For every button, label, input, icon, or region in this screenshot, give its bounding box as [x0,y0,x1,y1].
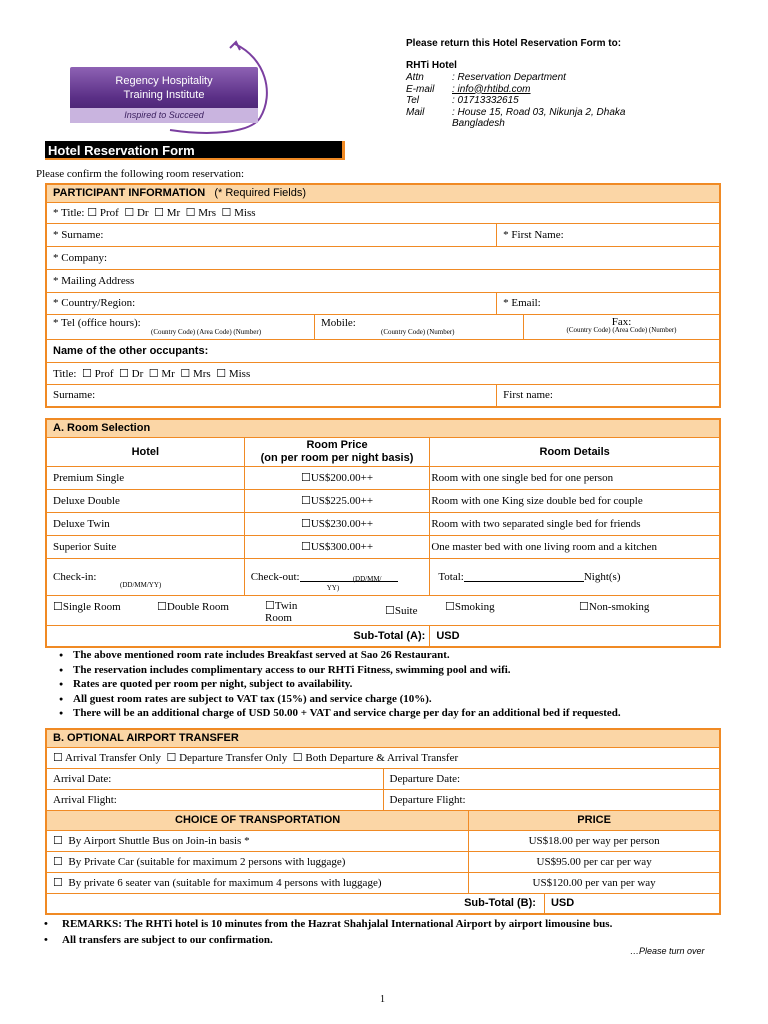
non-smoking-checkbox[interactable]: ☐ Non-smoking [579,600,649,613]
others-mrs-checkbox[interactable]: ☐ Mrs [180,368,210,380]
others-surname-field[interactable]: Surname: [46,384,497,407]
col-details: Room Details [430,437,720,466]
subtotal-a-field[interactable]: USD [430,625,720,647]
others-mr-checkbox[interactable]: ☐ Mr [149,368,175,380]
first-name-field[interactable]: * First Name: [497,223,720,246]
transfer-option[interactable]: ☐ By Private Car (suitable for maximum 2 persons with luggage) [46,851,469,872]
title-dr-checkbox[interactable]: ☐ Dr [124,207,148,219]
double-room-checkbox[interactable]: ☐ Double Room [157,600,229,613]
others-miss-checkbox[interactable]: ☐ Miss [216,368,250,380]
list-item: ● Rates are quoted per room per night, subject to availability. [45,677,745,692]
col-choice: CHOICE OF TRANSPORTATION [46,810,469,830]
departure-flight-field[interactable]: Departure Flight: [383,789,720,810]
suite-checkbox[interactable]: ☐ Suite [385,604,418,617]
room-price-option[interactable]: ☐ US$230.00++ [244,512,430,535]
transfer-table [45,728,721,915]
mailing-address-field[interactable]: * Mailing Address [46,269,720,292]
departure-date-field[interactable]: Departure Date: [383,768,720,789]
col-hotel: Hotel [46,437,244,466]
others-first-name-field[interactable]: First name: [497,384,720,407]
list-item: ● There will be an additional charge of USD 50.00 + VAT and service charge per day for an additional bed if requested. [45,706,745,721]
participant-table [45,183,721,408]
arrival-only-checkbox[interactable]: ☐ Arrival Transfer Only [53,752,161,764]
room-heading: A. Room Selection [46,419,720,437]
others-dr-checkbox[interactable]: ☐ Dr [119,368,143,380]
list-item: • All transfers are subject to our confirmation. [40,932,760,948]
company-field[interactable]: * Company: [46,246,720,269]
logo-line-2: Training Institute [123,89,205,101]
other-occupants-heading: Name of the other occupants: [46,339,720,362]
logo-tagline: Inspired to Succeed [70,108,258,123]
col-price: Room Price (on per room per night basis) [244,437,430,466]
room-price-option[interactable]: ☐ US$200.00++ [244,466,430,489]
list-item: ● The reservation includes complimentary access to our RHTi Fitness, swimming pool and wifi. [45,663,745,678]
transfer-options-row [46,747,720,768]
title-miss-checkbox[interactable]: ☐ Miss [222,207,256,219]
total-nights-field[interactable]: Total: Night(s) [430,558,720,595]
room-name: Deluxe Double [46,489,244,512]
email-field[interactable]: * Email: [497,292,720,314]
arrival-flight-field[interactable]: Arrival Flight: [46,789,383,810]
list-item: ● All guest room rates are subject to VAT tax (15%) and service charge (10%). [45,692,745,707]
logo-line-1: Regency Hospitality [115,75,213,87]
email-link[interactable]: : info@rhtibd.com [452,83,531,95]
turn-over-note: …Please turn over [630,946,705,956]
title-mr-checkbox[interactable]: ☐ Mr [154,207,180,219]
transfer-price: US$18.00 per way per person [469,830,720,851]
page-number: 1 [380,994,385,1005]
transfer-option[interactable]: ☐ By Airport Shuttle Bus on Join-in basis * [46,830,469,851]
title-mrs-checkbox[interactable]: ☐ Mrs [186,207,216,219]
room-notes [45,648,745,721]
subtotal-a-label: Sub-Total (A): [46,625,430,647]
title-row: * Title: ☐ Prof ☐ Dr ☐ Mr ☐ Mrs ☐ Miss [46,202,720,223]
room-details: Room with one single bed for one person [430,466,720,489]
single-room-checkbox[interactable]: ☐ Single Room [53,600,121,613]
checkout-field[interactable]: Check-out: (DD/MM/ YY) [244,558,430,595]
departure-only-checkbox[interactable]: ☐ Departure Transfer Only [166,752,287,764]
participant-heading: PARTICIPANT INFORMATION (* Required Fields) [46,184,720,202]
title-prof-checkbox[interactable]: ☐ Prof [87,207,119,219]
room-details: One master bed with one living room and a kitchen [430,535,720,558]
intro-text: Please confirm the following room reservation: [36,168,245,180]
country-field[interactable]: * Country/Region: [46,292,497,314]
room-details: Room with two separated single bed for friends [430,512,720,535]
arrival-date-field[interactable]: Arrival Date: [46,768,383,789]
list-item: • REMARKS: The RHTi hotel is 10 minutes from the Hazrat Shahjalal International Airport by airport limousine bus. [40,916,760,932]
mobile-field[interactable]: Mobile: (Country Code) (Number) [315,315,524,339]
smoking-checkbox[interactable]: ☐ Smoking [445,600,495,613]
tel-field[interactable]: * Tel (office hours): (Country Code) (Area Code) (Number) [47,315,315,339]
return-note: Please return this Hotel Reservation Form to: [406,38,622,49]
others-prof-checkbox[interactable]: ☐ Prof [82,368,114,380]
contact-block: Attn : Reservation Department E-mail : info@rhtibd.com Tel : 01713332615 Mail : House 15, Road 03, Nikunja 2, Dhaka Bangladesh [406,72,626,129]
others-title-row: Title: ☐ Prof ☐ Dr ☐ Mr ☐ Mrs ☐ Miss [46,362,720,384]
checkin-field[interactable]: Check-in: (DD/MM/YY) [46,558,244,595]
fax-field[interactable]: Fax: (Country Code) (Area Code) (Number) [566,315,677,334]
twin-room-checkbox[interactable]: ☐ Twin Room [265,600,297,624]
subtotal-b-label: Sub-Total (B): [46,893,544,914]
room-price-option[interactable]: ☐ US$300.00++ [244,535,430,558]
transfer-price: US$95.00 per car per way [469,851,720,872]
room-table [45,418,721,648]
room-name: Superior Suite [46,535,244,558]
subtotal-b-field[interactable]: USD [544,893,720,914]
transfer-heading: B. OPTIONAL AIRPORT TRANSFER [46,729,720,747]
room-price-option[interactable]: ☐ US$225.00++ [244,489,430,512]
surname-field[interactable]: * Surname: [46,223,497,246]
transfer-price: US$120.00 per van per way [469,872,720,893]
room-name: Premium Single [46,466,244,489]
room-details: Room with one King size double bed for couple [430,489,720,512]
both-transfer-checkbox[interactable]: ☐ Both Departure & Arrival Transfer [293,752,458,764]
transfer-option[interactable]: ☐ By private 6 seater van (suitable for maximum 4 persons with luggage) [46,872,469,893]
hotel-name: RHTi Hotel [406,60,457,71]
list-item: ● The above mentioned room rate includes Breakfast served at Sao 26 Restaurant. [45,648,745,663]
room-name: Deluxe Twin [46,512,244,535]
remarks [40,916,760,948]
col-transfer-price: PRICE [469,810,720,830]
form-title: Hotel Reservation Form [45,141,345,160]
